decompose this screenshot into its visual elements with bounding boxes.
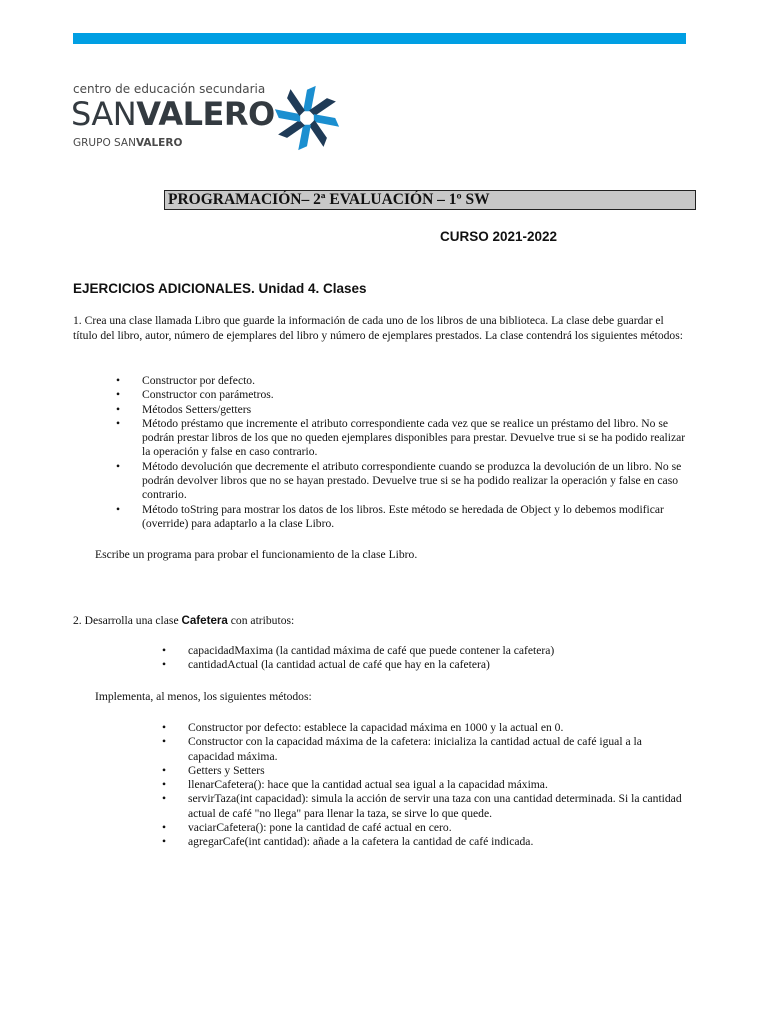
bullet: • [162,778,167,792]
exercise2-intro-suffix: con atributos: [227,614,295,627]
list-item [162,821,682,835]
course-year: CURSO 2021-2022 [440,229,558,244]
section-heading: EJERCICIOS ADICIONALES. Unidad 4. Clases [73,281,367,296]
exercise1-closing: Escribe un programa para probar el funcionamiento de la clase Libro. [95,548,418,561]
logo-name [71,96,275,132]
bullet: • [162,644,167,657]
list-item-text: Método devolución que decremente el atributo correspondiente cuando se produzca la devolución de un libro. No se podrán devolver libros que no se hayan prestado. Devuelve true si se ha podido realizar la operación y false en caso contrario. [142,459,682,502]
list-item-text: servirTaza(int capacidad): simula la acción de servir una taza con una cantidad determinada. Si la cantidad actual de café "no llega" para llenar la taza, se sirve lo que quede. [188,792,682,820]
header-accent-bar [73,33,686,44]
list-item-text: llenarCafetera(): hace que la cantidad actual sea igual a la capacidad máxima. [188,778,548,792]
list-item [162,778,682,792]
san-valero-star-icon [272,82,342,154]
bullet: • [162,835,167,849]
bullet: • [162,658,167,672]
exercise2-attribute-list [162,644,682,673]
logo-name-bold: VALERO [136,95,275,133]
list-item [116,417,686,460]
list-item-text: Getters y Setters [188,763,265,777]
list-item-text: cantidadActual (la cantidad actual de café que hay en la cafetera) [188,658,490,672]
list-item-text: vaciarCafetera(): pone la cantidad de café actual en cero. [188,821,452,835]
list-item-text: Constructor por defecto: establece la capacidad máxima en 1000 y la actual en 0. [188,721,564,734]
list-item-text: Constructor con la capacidad máxima de la cafetera: inicializa la cantidad actual de café igual a la capacidad máxima. [188,735,642,763]
bullet: • [116,416,121,430]
list-item-text: Métodos Setters/getters [142,402,252,416]
exercise2-class-name: Cafetera [181,614,228,627]
list-item [162,721,682,735]
bullet: • [116,459,121,473]
list-item-text: agregarCafe(int cantidad): añade a la cafetera la cantidad de café indicada. [188,835,534,849]
bullet: • [116,388,121,402]
exercise2-intro-prefix: 2. Desarrolla una clase [73,614,182,627]
list-item-text: Constructor por defecto. [142,374,256,387]
bullet: • [162,721,167,734]
bullet: • [162,735,167,749]
list-item-text: Método préstamo que incremente el atributo correspondiente cada vez que se realice un préstamo del libro. No se podrán prestar libros de los que no queden ejemplares disponibles para prestar. Devuelve true si se ha podido realizar la operación y false en caso contrario. [142,416,686,459]
list-item [162,644,682,658]
logo-group-light: GRUPO SAN [73,137,136,149]
bullet: • [162,821,167,835]
logo-subtitle: centro de educación secundaria [73,82,266,96]
list-item [116,403,686,417]
list-item [162,658,682,672]
bullet: • [116,402,121,416]
bullet: • [116,374,121,387]
document-title: PROGRAMACIÓN– 2ª EVALUACIÓN – 1º SW [164,190,696,210]
list-item-text: Método toString para mostrar los datos de los libros. Este método se heredada de Object y lo debemos modificar (override) para adaptarlo a la clase Libro. [142,502,664,530]
list-item [162,735,682,764]
list-item [162,764,682,778]
bullet: • [116,502,121,516]
logo-group [73,137,182,149]
list-item [162,792,682,821]
exercise2-intro [73,614,683,629]
list-item [116,460,686,503]
exercise1-intro: 1. Crea una clase llamada Libro que guarde la información de cada uno de los libros de una biblioteca. La clase debe guardar el título del libro, autor, número de ejemplares del libro y número de ejemplares prestados. La clase contendrá los siguientes métodos: [73,314,683,342]
exercise2-methods-intro: Implementa, al menos, los siguientes métodos: [95,690,312,703]
logo-group-bold: VALERO [135,137,183,149]
exercise2-method-list [162,721,682,850]
logo-name-light: SAN [71,95,137,133]
bullet: • [162,763,167,777]
bullet: • [162,792,167,806]
list-item [116,374,686,388]
list-item [116,503,686,532]
list-item [162,835,682,849]
list-item [116,388,686,402]
list-item-text: Constructor con parámetros. [142,388,274,402]
exercise1-method-list [116,374,686,531]
list-item-text: capacidadMaxima (la cantidad máxima de café que puede contener la cafetera) [188,644,555,657]
